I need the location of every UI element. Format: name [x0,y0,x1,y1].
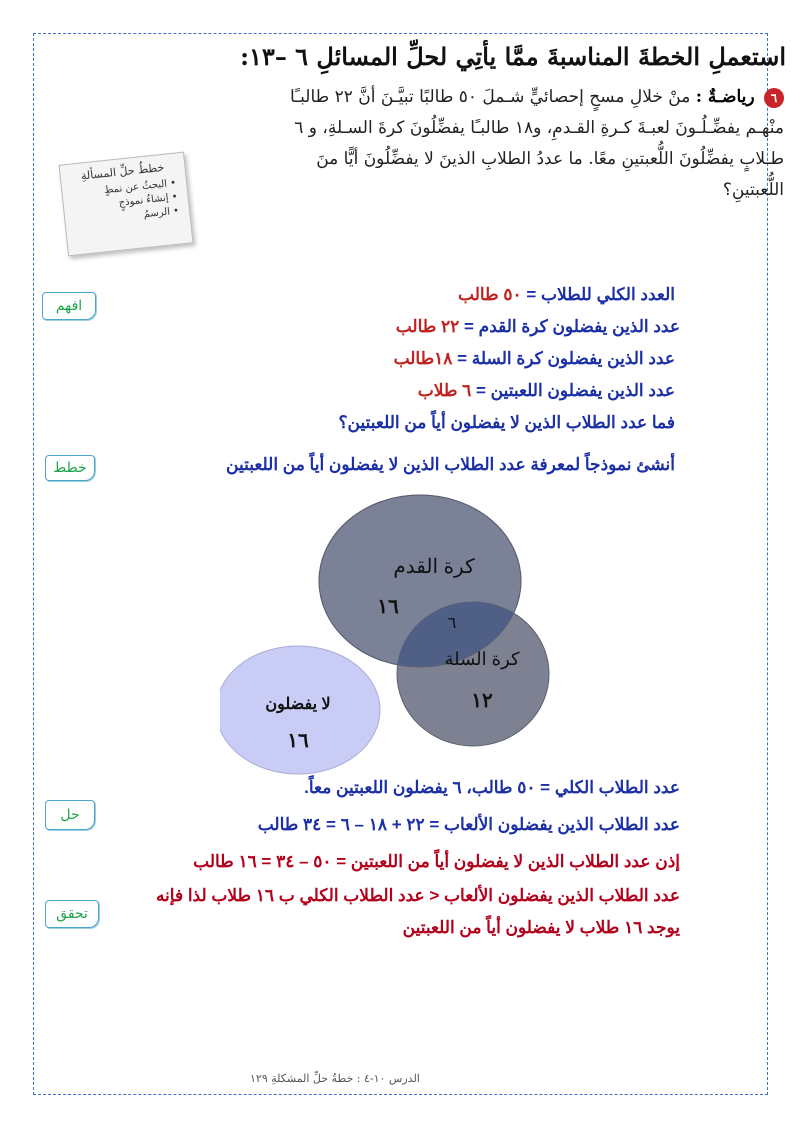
both-value: ٦ [447,615,457,632]
neither-label: لا يفضلون [265,696,331,713]
note-item: • البحثُ عن نمطٍ [103,177,177,197]
solve-line: عدد الطلاب الكلي = ٥٠ طالب، ٦ يفضلون اللعبتين معاً. [304,778,680,797]
problem-keyword: رياضـةٌ : [695,87,755,107]
problem-text: منْ خلالِ مسحٍ إحصائيٍّ شـملَ ٥٠ طالبًا تبيَّـنَ أنَّ ٢٢ طالبـًا منْهـم يفضِّـلُـونَ لعبـةَ كـرةِ القـدمِ، و١٨ طالبـًا يفضِّلُونَ كرةَ السـلةِ، و ٦ طـلابٍ يفضِّلُونَ اللُّعبتينِ معًا. ما عددُ الطلابِ الذينَ لا يفضِّلُونَ أيًّا منَ اللُّعبتينِ؟ [289,87,784,200]
understand-line: عدد الذين يفضلون اللعبتين = ٦ طلاب [417,381,675,400]
note-item: • الرسمُ [143,205,180,221]
strategies-note [59,152,194,257]
label-plan: خطط [45,455,95,481]
basketball-value: ١٢ [471,690,493,712]
venn-diagram [220,485,580,775]
note-title: خططُ حلِّ المسألةِ [80,160,165,183]
understand-line: عدد الذين يفضلون كرة القدم = ٢٢ طالب [395,317,680,336]
solve-line: عدد الطلاب الذين يفضلون الألعاب = ٢٢ + ١٨ – ٦ = ٣٤ طالب [257,815,680,834]
understand-question: فما عدد الطلاب الذين لا يفضلون أياً من اللعبتين؟ [338,413,675,432]
check-line: يوجد ١٦ طلاب لا يفضلون أياً من اللعبتين [402,918,680,937]
football-label: كرة القدم [393,556,475,578]
label-understand: افهم [42,292,96,320]
football-value: ١٦ [377,596,399,618]
label-solve: حل [45,800,95,830]
page-footer: الدرس ١٠-٤ : خطةُ حلِّ المشكلةِ ١٢٩ [250,1072,420,1085]
problem-number: ٦ [764,88,784,108]
page-title: استعملِ الخطةَ المناسبةَ ممَّا يأتِي لحلِّ المسائلِ ٦ –١٣: [240,42,786,71]
understand-line: العدد الكلي للطلاب = ٥٠ طالب [458,285,675,304]
understand-section [85,285,705,445]
solve-line: إذن عدد الطلاب الذين لا يفضلون أياً من اللعبتين = ٥٠ – ٣٤ = ١٦ طالب [193,852,680,871]
neither-value: ١٦ [287,730,309,752]
problem-statement [279,82,784,206]
plan-line: أنشئ نموذجاً لمعرفة عدد الطلاب الذين لا يفضلون أياً من اللعبتين [226,455,675,474]
understand-line: عدد الذين يفضلون كرة السلة = ١٨طالب [393,349,675,368]
basketball-label: كرة السلة [444,649,520,669]
label-check: تحقق [45,900,99,928]
note-item: • إنشاءُ نموذجٍ [118,191,179,209]
check-line: عدد الطلاب الذين يفضلون الألعاب < عدد الطلاب الكلي ب ١٦ طلاب لذا فإنه [155,886,680,905]
